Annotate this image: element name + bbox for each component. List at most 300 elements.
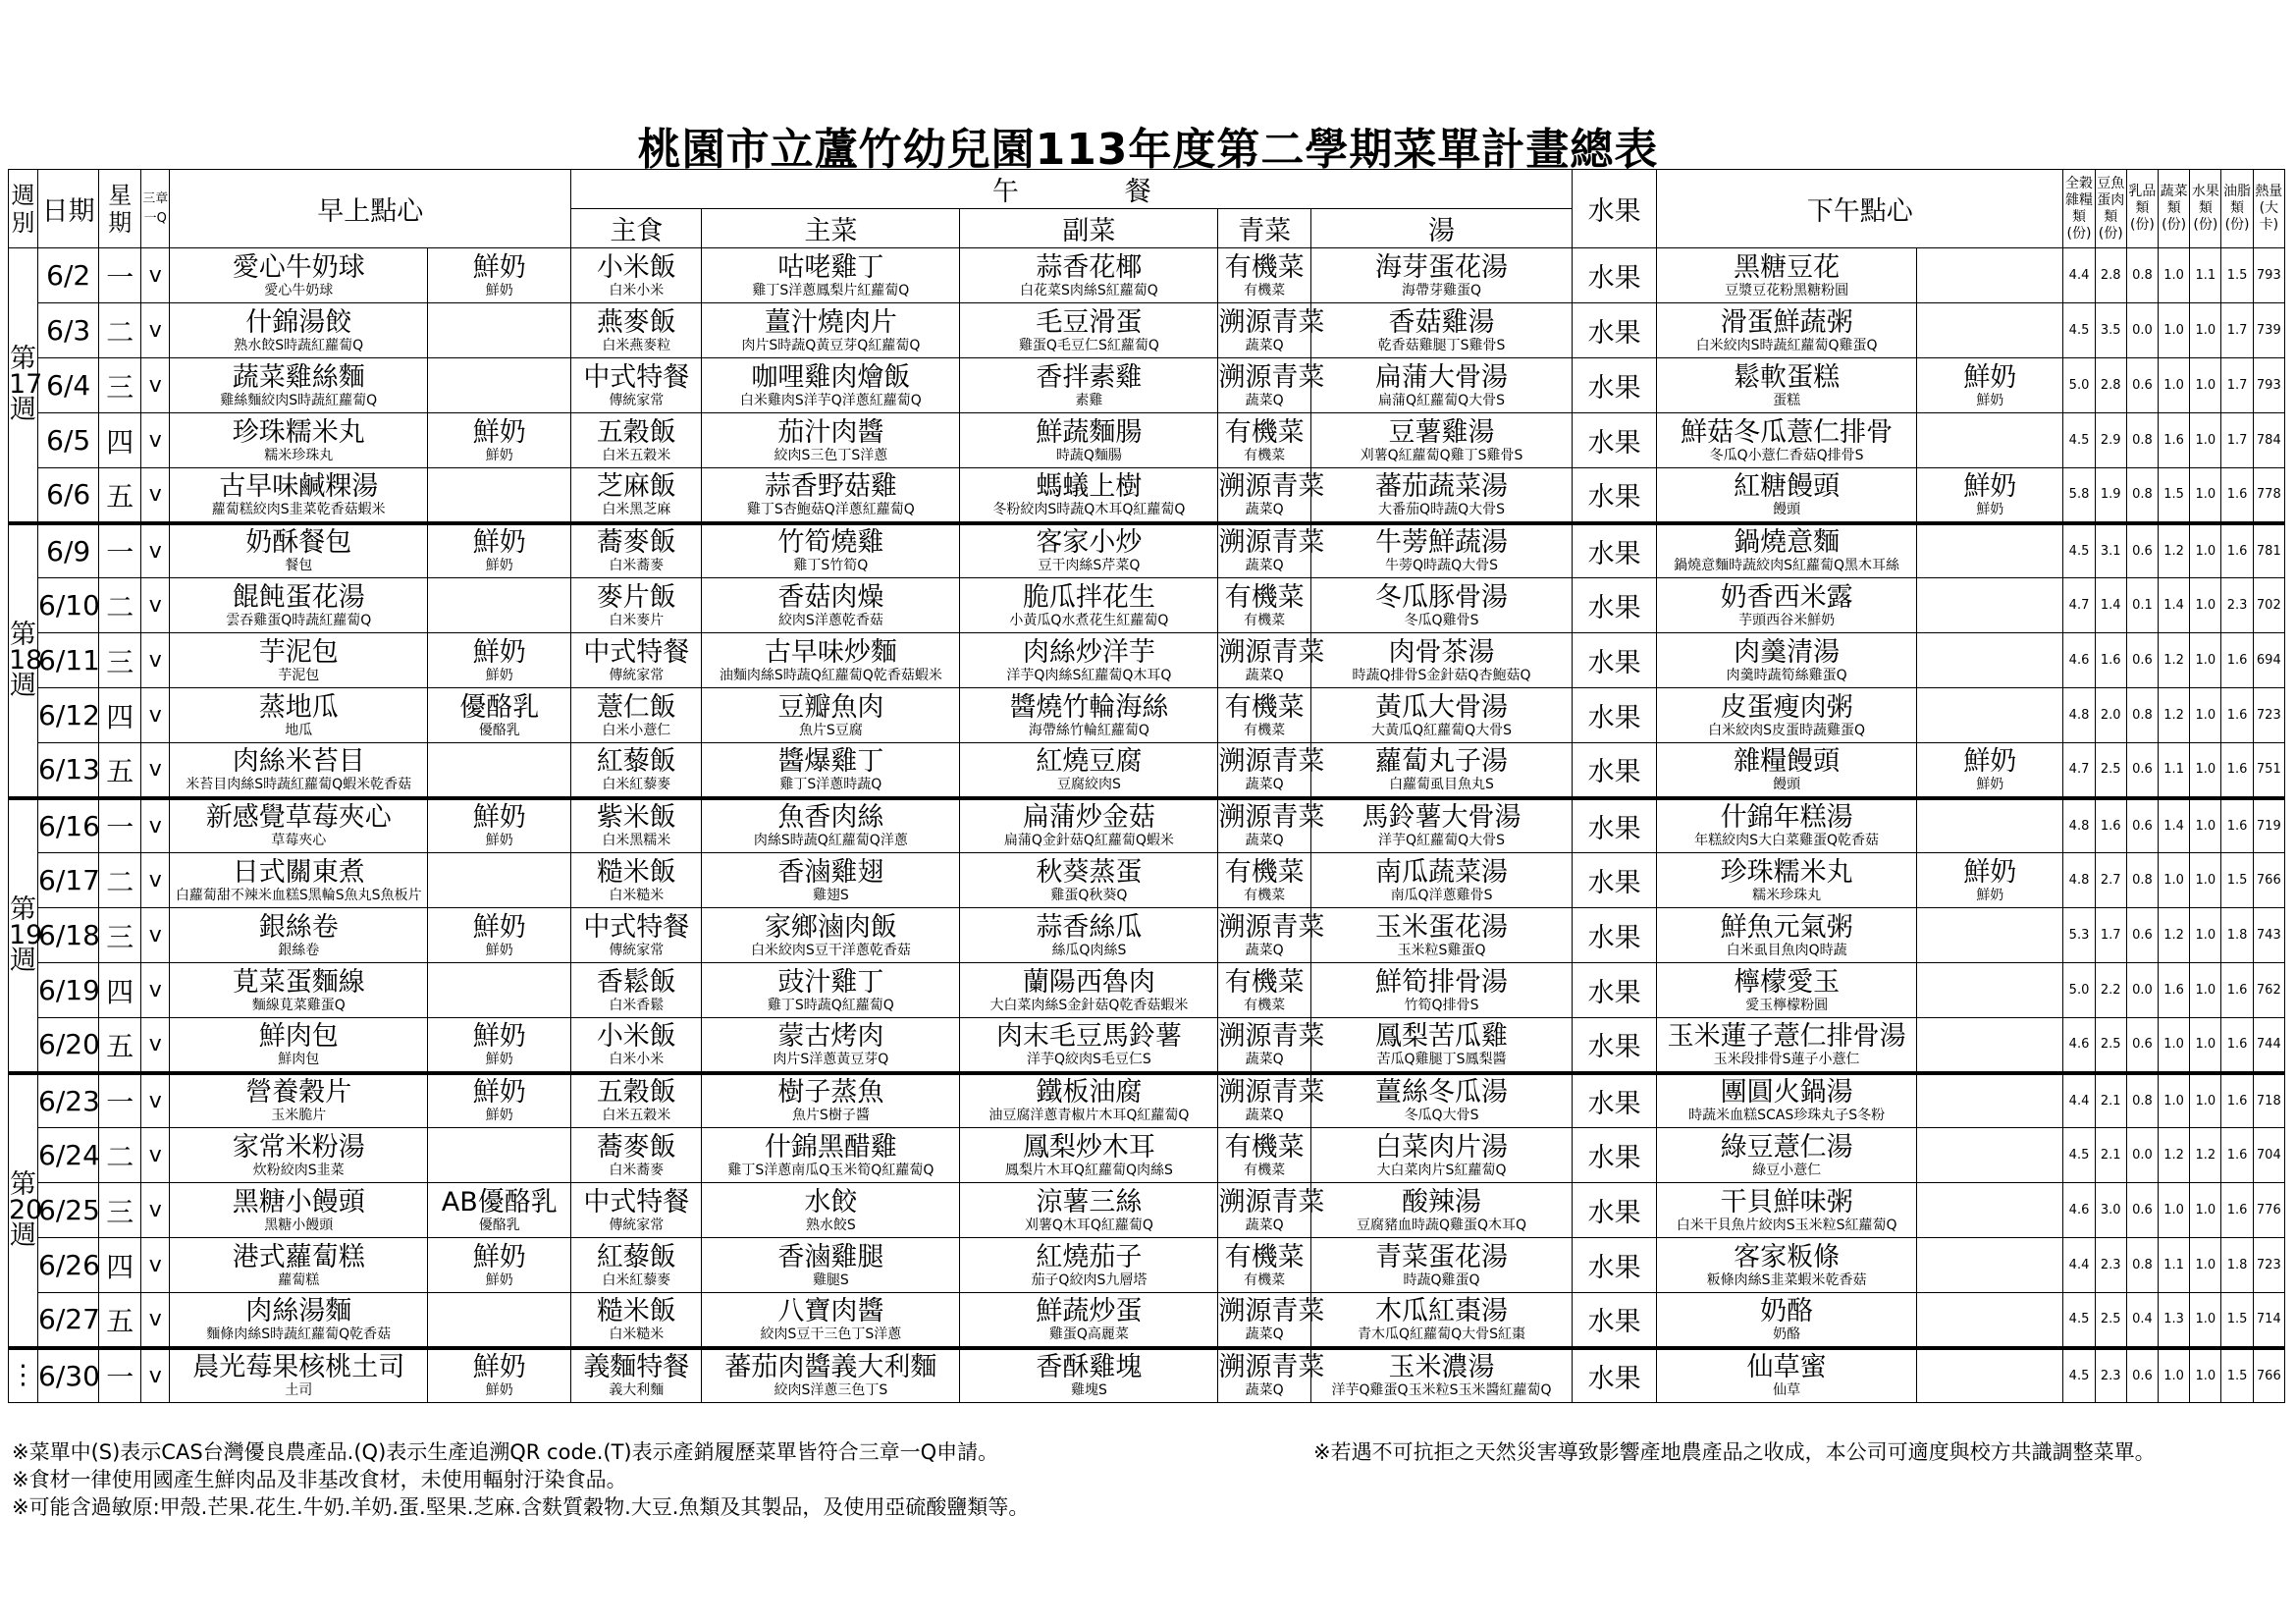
greens-ingredients: 有機菜 xyxy=(1244,1162,1286,1178)
morning-snack-name: 什錦湯餃 xyxy=(245,306,352,338)
side-dish-ingredients: 大白菜肉絲S金針菇Q乾香菇蝦米 xyxy=(989,997,1189,1013)
staple xyxy=(571,248,702,303)
fruit-servings-value: 1.0 xyxy=(2190,1183,2221,1238)
side-dish xyxy=(960,358,1218,413)
side-dish-ingredients: 刈薯Q木耳Q紅蘿蔔Q xyxy=(1024,1217,1153,1233)
side-dish-ingredients: 冬粉絞肉S時蔬Q木耳Q紅蘿蔔Q xyxy=(992,501,1186,517)
side-dish-ingredients: 時蔬Q麵腸 xyxy=(1055,447,1122,463)
side-dish xyxy=(960,1183,1218,1238)
greens-name: 有機菜 xyxy=(1224,416,1305,448)
morning-drink-name: 鮮奶 xyxy=(472,1077,526,1109)
morning-drink-ingredients: 鮮奶 xyxy=(485,1108,513,1124)
afternoon-snack-ingredients: 白米絞肉S皮蛋時蔬雞蛋Q xyxy=(1708,722,1866,738)
soup xyxy=(1310,358,1572,413)
staple xyxy=(571,963,702,1018)
afternoon-snack-ingredients: 饅頭 xyxy=(1773,776,1801,792)
main-dish-name: 樹子蒸魚 xyxy=(777,1077,884,1109)
morning-drink-ingredients: 鮮奶 xyxy=(485,942,513,958)
week-label: 第17週 xyxy=(9,248,38,523)
morning-snack-ingredients: 炊粉絞肉S韭菜 xyxy=(252,1162,345,1178)
morning-drink xyxy=(428,633,571,688)
main-dish xyxy=(702,1348,960,1403)
staple-ingredients: 白米糙米 xyxy=(609,1326,665,1342)
dairy-value: 0.0 xyxy=(2126,963,2158,1018)
main-dish xyxy=(702,633,960,688)
note-labels: ※菜單中(S)表示CAS台灣優良農產品.(Q)表示生產追溯QR code.(T)表示產銷履歷菜單皆符合三章一Q申請。 xyxy=(12,1440,999,1464)
greens-ingredients: 蔬菜Q xyxy=(1245,392,1284,408)
fruit-cell: 水果 xyxy=(1573,523,1657,578)
kcal-value: 702 xyxy=(2253,578,2284,633)
morning-drink-ingredients: 鮮奶 xyxy=(485,1051,513,1067)
morning-drink-ingredients: 鮮奶 xyxy=(485,558,513,574)
staple-ingredients: 白米香鬆 xyxy=(609,997,665,1013)
main-dish xyxy=(702,743,960,798)
staple-ingredients: 傳統家常 xyxy=(609,1217,665,1233)
side-dish xyxy=(960,853,1218,908)
greens-ingredients: 有機菜 xyxy=(1244,997,1286,1013)
header-afternoon-snack: 下午點心 xyxy=(1657,170,2063,248)
morning-drink xyxy=(428,248,571,303)
staple-ingredients: 傳統家常 xyxy=(609,942,665,958)
morning-drink xyxy=(428,963,571,1018)
menu-row xyxy=(9,963,2285,1018)
weekday-cell: 二 xyxy=(99,1128,141,1183)
staple xyxy=(571,303,702,358)
morning-drink xyxy=(428,523,571,578)
greens-name: 溯源青菜 xyxy=(1218,527,1325,559)
staple-ingredients: 白米蕎麥 xyxy=(609,558,665,574)
afternoon-drink xyxy=(1917,578,2063,633)
dairy-value: 0.8 xyxy=(2126,248,2158,303)
side-dish-ingredients: 雞蛋Q毛豆仁S紅蘿蔔Q xyxy=(1018,337,1159,353)
morning-snack xyxy=(170,743,428,798)
staple xyxy=(571,1018,702,1073)
staple-name: 蕎麥飯 xyxy=(596,527,676,559)
afternoon-snack xyxy=(1657,358,1917,413)
kcal-value: 739 xyxy=(2253,303,2284,358)
afternoon-snack-name: 皮蛋瘦肉粥 xyxy=(1720,691,1853,723)
soup xyxy=(1310,908,1572,963)
weekday-cell: 三 xyxy=(99,908,141,963)
greens-name: 溯源青菜 xyxy=(1218,1295,1325,1326)
header-qr: 三章一Q xyxy=(141,170,170,248)
protein-value: 1.4 xyxy=(2095,578,2126,633)
soup-name: 鮮筍排骨湯 xyxy=(1375,966,1509,998)
weekday-cell: 四 xyxy=(99,413,141,468)
staple-name: 芝麻飯 xyxy=(596,470,676,502)
main-dish-ingredients: 雞丁S時蔬Q紅蘿蔔Q xyxy=(767,997,894,1013)
staple xyxy=(571,1128,702,1183)
afternoon-snack-ingredients: 冬瓜Q小薏仁香菇Q排骨S xyxy=(1709,447,1864,463)
protein-value: 2.5 xyxy=(2095,1018,2126,1073)
grain-value: 4.6 xyxy=(2063,1183,2095,1238)
afternoon-snack-ingredients: 奶酪 xyxy=(1773,1326,1801,1342)
header-staple: 主食 xyxy=(571,209,702,248)
staple xyxy=(571,633,702,688)
afternoon-drink xyxy=(1917,908,2063,963)
vegetable-value: 1.0 xyxy=(2159,1348,2190,1403)
vegetable-value: 1.6 xyxy=(2159,963,2190,1018)
fruit-cell: 水果 xyxy=(1573,248,1657,303)
grain-value: 5.3 xyxy=(2063,908,2095,963)
main-dish xyxy=(702,1128,960,1183)
morning-snack xyxy=(170,578,428,633)
protein-value: 2.3 xyxy=(2095,1238,2126,1293)
header-morning-snack: 早上點心 xyxy=(170,170,571,248)
main-dish-name: 豉汁雞丁 xyxy=(777,966,884,998)
side-dish xyxy=(960,578,1218,633)
side-dish-name: 鮮蔬炒蛋 xyxy=(1036,1295,1143,1326)
qr-check: v xyxy=(141,963,170,1018)
main-dish-name: 蒜香野菇雞 xyxy=(764,470,897,502)
menu-row xyxy=(9,1018,2285,1073)
dairy-value: 0.6 xyxy=(2126,358,2158,413)
soup-name: 海芽蛋花湯 xyxy=(1375,251,1509,283)
vegetable-value: 1.2 xyxy=(2159,688,2190,743)
greens xyxy=(1218,1018,1325,1073)
grain-value: 4.5 xyxy=(2063,1348,2095,1403)
side-dish xyxy=(960,1238,1218,1293)
fruit-servings-value: 1.0 xyxy=(2190,743,2221,798)
date-cell: 6/9 xyxy=(38,523,99,578)
main-dish xyxy=(702,1073,960,1128)
weekday-cell: 五 xyxy=(99,743,141,798)
side-dish-name: 香酥雞塊 xyxy=(1036,1352,1143,1383)
oil-value: 2.3 xyxy=(2221,578,2253,633)
kcal-value: 723 xyxy=(2253,688,2284,743)
grain-value: 4.8 xyxy=(2063,688,2095,743)
fruit-cell: 水果 xyxy=(1573,358,1657,413)
menu-table xyxy=(8,169,2285,1403)
protein-value: 2.5 xyxy=(2095,743,2126,798)
fruit-servings-value: 1.0 xyxy=(2190,1018,2221,1073)
afternoon-snack-ingredients: 白米干貝魚片絞肉S玉米粒S紅蘿蔔Q xyxy=(1676,1217,1897,1233)
staple-ingredients: 白米麥片 xyxy=(609,612,665,628)
afternoon-snack xyxy=(1657,688,1917,743)
staple-name: 紅藜飯 xyxy=(596,745,676,777)
grain-value: 4.4 xyxy=(2063,248,2095,303)
soup-name: 黃瓜大骨湯 xyxy=(1375,691,1509,723)
weekday-cell: 五 xyxy=(99,1018,141,1073)
greens-name: 溯源青菜 xyxy=(1218,911,1325,943)
soup xyxy=(1310,963,1572,1018)
morning-snack xyxy=(170,1238,428,1293)
morning-snack-ingredients: 愛心牛奶球 xyxy=(264,282,334,298)
morning-drink xyxy=(428,743,571,798)
soup-name: 白菜肉片湯 xyxy=(1375,1131,1509,1163)
morning-snack-name: 鮮肉包 xyxy=(258,1020,339,1052)
staple-ingredients: 白米五穀米 xyxy=(602,1108,671,1124)
afternoon-snack-ingredients: 時蔬米血糕SCAS珍珠丸子S冬粉 xyxy=(1688,1108,1886,1124)
side-dish xyxy=(960,743,1218,798)
soup-ingredients: 大白菜肉片S紅蘿蔔Q xyxy=(1376,1162,1507,1178)
soup-ingredients: 白蘿蔔虱目魚丸S xyxy=(1389,776,1494,792)
menu-row xyxy=(9,798,2285,853)
vegetable-value: 1.1 xyxy=(2159,1238,2190,1293)
fruit-servings-value: 1.0 xyxy=(2190,633,2221,688)
greens-ingredients: 蔬菜Q xyxy=(1245,1382,1284,1399)
side-dish-name: 秋葵蒸蛋 xyxy=(1036,856,1143,888)
main-dish xyxy=(702,248,960,303)
greens-ingredients: 蔬菜Q xyxy=(1245,667,1284,683)
side-dish xyxy=(960,1293,1218,1348)
vegetable-value: 1.0 xyxy=(2159,248,2190,303)
morning-snack-name: 蒸地瓜 xyxy=(258,691,339,723)
kcal-value: 751 xyxy=(2253,743,2284,798)
soup-ingredients: 南瓜Q洋蔥雞骨S xyxy=(1390,887,1493,903)
main-dish xyxy=(702,1183,960,1238)
staple xyxy=(571,468,702,523)
soup xyxy=(1310,633,1572,688)
afternoon-snack-ingredients: 白米絞肉S時蔬紅蘿蔔Q雞蛋Q xyxy=(1695,337,1878,353)
protein-value: 3.1 xyxy=(2095,523,2126,578)
soup xyxy=(1310,1238,1572,1293)
grain-value: 4.5 xyxy=(2063,1128,2095,1183)
staple-name: 麥片飯 xyxy=(596,581,676,613)
afternoon-snack xyxy=(1657,1293,1917,1348)
greens-name: 溯源青菜 xyxy=(1218,745,1325,777)
soup-name: 青菜蛋花湯 xyxy=(1375,1241,1509,1272)
morning-snack xyxy=(170,468,428,523)
weekday-cell: 四 xyxy=(99,1238,141,1293)
greens-ingredients: 蔬菜Q xyxy=(1245,1108,1284,1124)
soup-name: 扁蒲大骨湯 xyxy=(1375,361,1509,393)
morning-drink xyxy=(428,1183,571,1238)
afternoon-drink xyxy=(1917,1128,2063,1183)
staple-name: 五穀飯 xyxy=(596,416,676,448)
main-dish-name: 家鄉滷肉飯 xyxy=(764,911,897,943)
soup xyxy=(1310,1293,1572,1348)
afternoon-drink xyxy=(1917,798,2063,853)
vegetable-value: 1.0 xyxy=(2159,358,2190,413)
greens-ingredients: 有機菜 xyxy=(1244,887,1286,903)
greens-name: 溯源青菜 xyxy=(1218,1186,1325,1218)
afternoon-snack-ingredients: 綠豆小薏仁 xyxy=(1752,1162,1822,1178)
menu-row xyxy=(9,908,2285,963)
morning-drink xyxy=(428,908,571,963)
afternoon-snack-name: 鍋燒意麵 xyxy=(1734,527,1841,559)
oil-value: 1.6 xyxy=(2221,1128,2253,1183)
side-dish-ingredients: 白花菜S肉絲S紅蘿蔔Q xyxy=(1020,282,1158,298)
date-cell: 6/6 xyxy=(38,468,99,523)
soup-ingredients: 洋芋Q紅蘿蔔Q大骨S xyxy=(1378,833,1505,849)
soup-ingredients: 大黃瓜Q紅蘿蔔Q大骨S xyxy=(1371,722,1512,738)
morning-drink xyxy=(428,1128,571,1183)
soup xyxy=(1310,468,1572,523)
morning-snack xyxy=(170,303,428,358)
greens-name: 溯源青菜 xyxy=(1218,1352,1325,1383)
main-dish-name: 什錦黑醋雞 xyxy=(764,1131,897,1163)
side-dish-name: 蘭陽西魯肉 xyxy=(1022,966,1155,998)
morning-drink xyxy=(428,358,571,413)
morning-snack-ingredients: 蘿蔔糕 xyxy=(278,1272,320,1288)
weekday-cell: 二 xyxy=(99,303,141,358)
morning-snack-ingredients: 土司 xyxy=(285,1382,313,1399)
side-dish-name: 客家小炒 xyxy=(1036,527,1143,559)
greens xyxy=(1218,578,1310,633)
morning-snack-ingredients: 熟水餃S時蔬紅蘿蔔Q xyxy=(234,337,364,353)
kcal-value: 714 xyxy=(2253,1293,2284,1348)
morning-snack-name: 餛飩蛋花湯 xyxy=(232,581,365,613)
grain-value: 5.8 xyxy=(2063,468,2095,523)
soup-name: 冬瓜豚骨湯 xyxy=(1375,581,1509,613)
greens-ingredients: 有機菜 xyxy=(1244,1272,1286,1288)
kcal-value: 762 xyxy=(2253,963,2284,1018)
afternoon-drink-ingredients: 鮮奶 xyxy=(1976,392,2004,408)
staple xyxy=(571,798,702,853)
dairy-value: 0.6 xyxy=(2126,1018,2158,1073)
greens xyxy=(1218,248,1310,303)
staple-name: 紫米飯 xyxy=(596,802,676,834)
main-dish xyxy=(702,578,960,633)
greens xyxy=(1218,798,1325,853)
fruit-cell: 水果 xyxy=(1573,1128,1657,1183)
protein-value: 2.1 xyxy=(2095,1128,2126,1183)
morning-snack-ingredients: 白蘿蔔甜不辣米血糕S黑輪S魚丸S魚板片 xyxy=(175,887,422,903)
soup xyxy=(1310,688,1572,743)
main-dish xyxy=(702,688,960,743)
vegetable-value: 1.1 xyxy=(2159,743,2190,798)
protein-value: 1.6 xyxy=(2095,633,2126,688)
morning-snack xyxy=(170,853,428,908)
morning-snack-ingredients: 米苔目肉絲S時蔬紅蘿蔔Q蝦米乾香菇 xyxy=(186,776,412,792)
qr-check: v xyxy=(141,633,170,688)
grain-value: 4.5 xyxy=(2063,1293,2095,1348)
side-dish xyxy=(960,908,1218,963)
weekday-cell: 四 xyxy=(99,963,141,1018)
soup-ingredients: 苦瓜Q雞腿丁S鳳梨醬 xyxy=(1376,1051,1507,1067)
afternoon-snack xyxy=(1657,798,1917,853)
staple-name: 義麵特餐 xyxy=(583,1352,690,1383)
date-cell: 6/17 xyxy=(38,853,99,908)
staple xyxy=(571,1293,702,1348)
greens-name: 有機菜 xyxy=(1224,1131,1305,1163)
staple-ingredients: 白米小薏仁 xyxy=(602,722,671,738)
soup xyxy=(1310,303,1572,358)
soup-name: 蘿蔔丸子湯 xyxy=(1375,745,1509,777)
fruit-servings-value: 1.0 xyxy=(2190,1073,2221,1128)
oil-value: 1.7 xyxy=(2221,303,2253,358)
morning-drink-ingredients: 鮮奶 xyxy=(485,833,513,849)
afternoon-drink-name: 鮮奶 xyxy=(1963,856,2017,888)
qr-check: v xyxy=(141,853,170,908)
greens xyxy=(1218,963,1310,1018)
afternoon-snack xyxy=(1657,523,1917,578)
qr-check: v xyxy=(141,743,170,798)
staple-ingredients: 白米小米 xyxy=(609,282,665,298)
weekday-cell: 五 xyxy=(99,468,141,523)
afternoon-snack xyxy=(1657,578,1917,633)
date-cell: 6/5 xyxy=(38,413,99,468)
main-dish-ingredients: 雞腿S xyxy=(812,1272,849,1288)
greens-name: 有機菜 xyxy=(1224,691,1305,723)
fruit-servings-value: 1.0 xyxy=(2190,303,2221,358)
kcal-value: 766 xyxy=(2253,853,2284,908)
greens xyxy=(1218,853,1310,908)
morning-snack-ingredients: 芋泥包 xyxy=(278,667,320,683)
date-cell: 6/20 xyxy=(38,1018,99,1073)
main-dish-ingredients: 雞丁S洋蔥南瓜Q玉米筍Q紅蘿蔔Q xyxy=(727,1162,934,1178)
morning-snack xyxy=(170,688,428,743)
protein-value: 3.0 xyxy=(2095,1183,2126,1238)
side-dish-ingredients: 茄子Q絞肉S九層塔 xyxy=(1031,1272,1148,1288)
vegetable-value: 1.2 xyxy=(2159,908,2190,963)
greens xyxy=(1218,1348,1325,1403)
fruit-servings-value: 1.0 xyxy=(2190,908,2221,963)
side-dish-name: 涼薯三絲 xyxy=(1036,1186,1143,1218)
oil-value: 1.6 xyxy=(2221,468,2253,523)
menu-row xyxy=(9,578,2285,633)
menu-row xyxy=(9,303,2285,358)
date-cell: 6/19 xyxy=(38,963,99,1018)
side-dish-name: 扁蒲炒金菇 xyxy=(1022,802,1155,834)
morning-drink xyxy=(428,578,571,633)
dairy-value: 0.6 xyxy=(2126,743,2158,798)
soup-ingredients: 玉米粒S雞蛋Q xyxy=(1397,942,1486,958)
greens xyxy=(1218,908,1325,963)
main-dish-ingredients: 雞丁S杏鮑菇Q洋蔥紅蘿蔔Q xyxy=(746,501,915,517)
header-fruit: 水果 xyxy=(1573,170,1657,248)
weekday-cell: 二 xyxy=(99,578,141,633)
fruit-servings-value: 1.0 xyxy=(2190,963,2221,1018)
fruit-servings-value: 1.0 xyxy=(2190,798,2221,853)
morning-snack-ingredients: 玉米脆片 xyxy=(271,1108,327,1124)
fruit-servings-value: 1.0 xyxy=(2190,1293,2221,1348)
side-dish-name: 鳳梨炒木耳 xyxy=(1022,1131,1155,1163)
morning-drink-name: 優酪乳 xyxy=(459,691,540,723)
staple-ingredients: 白米紅藜麥 xyxy=(602,776,671,792)
side-dish xyxy=(960,468,1218,523)
morning-snack-ingredients: 黑糖小饅頭 xyxy=(264,1217,334,1233)
protein-value: 2.9 xyxy=(2095,413,2126,468)
afternoon-drink xyxy=(1917,1348,2063,1403)
side-dish-ingredients: 小黃瓜Q水煮花生紅蘿蔔Q xyxy=(1009,612,1169,628)
vegetable-value: 1.0 xyxy=(2159,1018,2190,1073)
header-kcal: 熱量(大卡) xyxy=(2253,170,2284,248)
protein-value: 1.7 xyxy=(2095,908,2126,963)
afternoon-snack-name: 玉米蓮子薏仁排骨湯 xyxy=(1667,1020,1906,1052)
protein-value: 2.2 xyxy=(2095,963,2126,1018)
greens-ingredients: 蔬菜Q xyxy=(1245,1051,1284,1067)
morning-drink-name: AB優酪乳 xyxy=(441,1186,558,1218)
afternoon-snack-name: 奶香西米露 xyxy=(1720,581,1853,613)
date-cell: 6/26 xyxy=(38,1238,99,1293)
morning-drink-ingredients: 優酪乳 xyxy=(478,722,520,738)
greens-ingredients: 蔬菜Q xyxy=(1245,337,1284,353)
afternoon-snack xyxy=(1657,1183,1917,1238)
vegetable-value: 1.2 xyxy=(2159,1128,2190,1183)
staple xyxy=(571,1073,702,1128)
qr-check: v xyxy=(141,908,170,963)
afternoon-drink xyxy=(1917,1183,2063,1238)
header-grain: 全穀雜糧類(份) xyxy=(2063,170,2095,248)
kcal-value: 781 xyxy=(2253,523,2284,578)
greens xyxy=(1218,303,1325,358)
grain-value: 4.6 xyxy=(2063,633,2095,688)
main-dish-name: 蕃茄肉醬義大利麵 xyxy=(724,1352,937,1383)
staple xyxy=(571,688,702,743)
afternoon-drink xyxy=(1917,688,2063,743)
date-cell: 6/30 xyxy=(38,1348,99,1403)
afternoon-drink xyxy=(1917,523,2063,578)
morning-snack-name: 銀絲卷 xyxy=(258,911,339,943)
kcal-value: 719 xyxy=(2253,798,2284,853)
afternoon-snack xyxy=(1657,1238,1917,1293)
morning-drink xyxy=(428,1293,571,1348)
staple-ingredients: 白米紅藜麥 xyxy=(602,1272,671,1288)
staple-name: 蕎麥飯 xyxy=(596,1131,676,1163)
staple-ingredients: 白米黑芝麻 xyxy=(602,501,671,517)
